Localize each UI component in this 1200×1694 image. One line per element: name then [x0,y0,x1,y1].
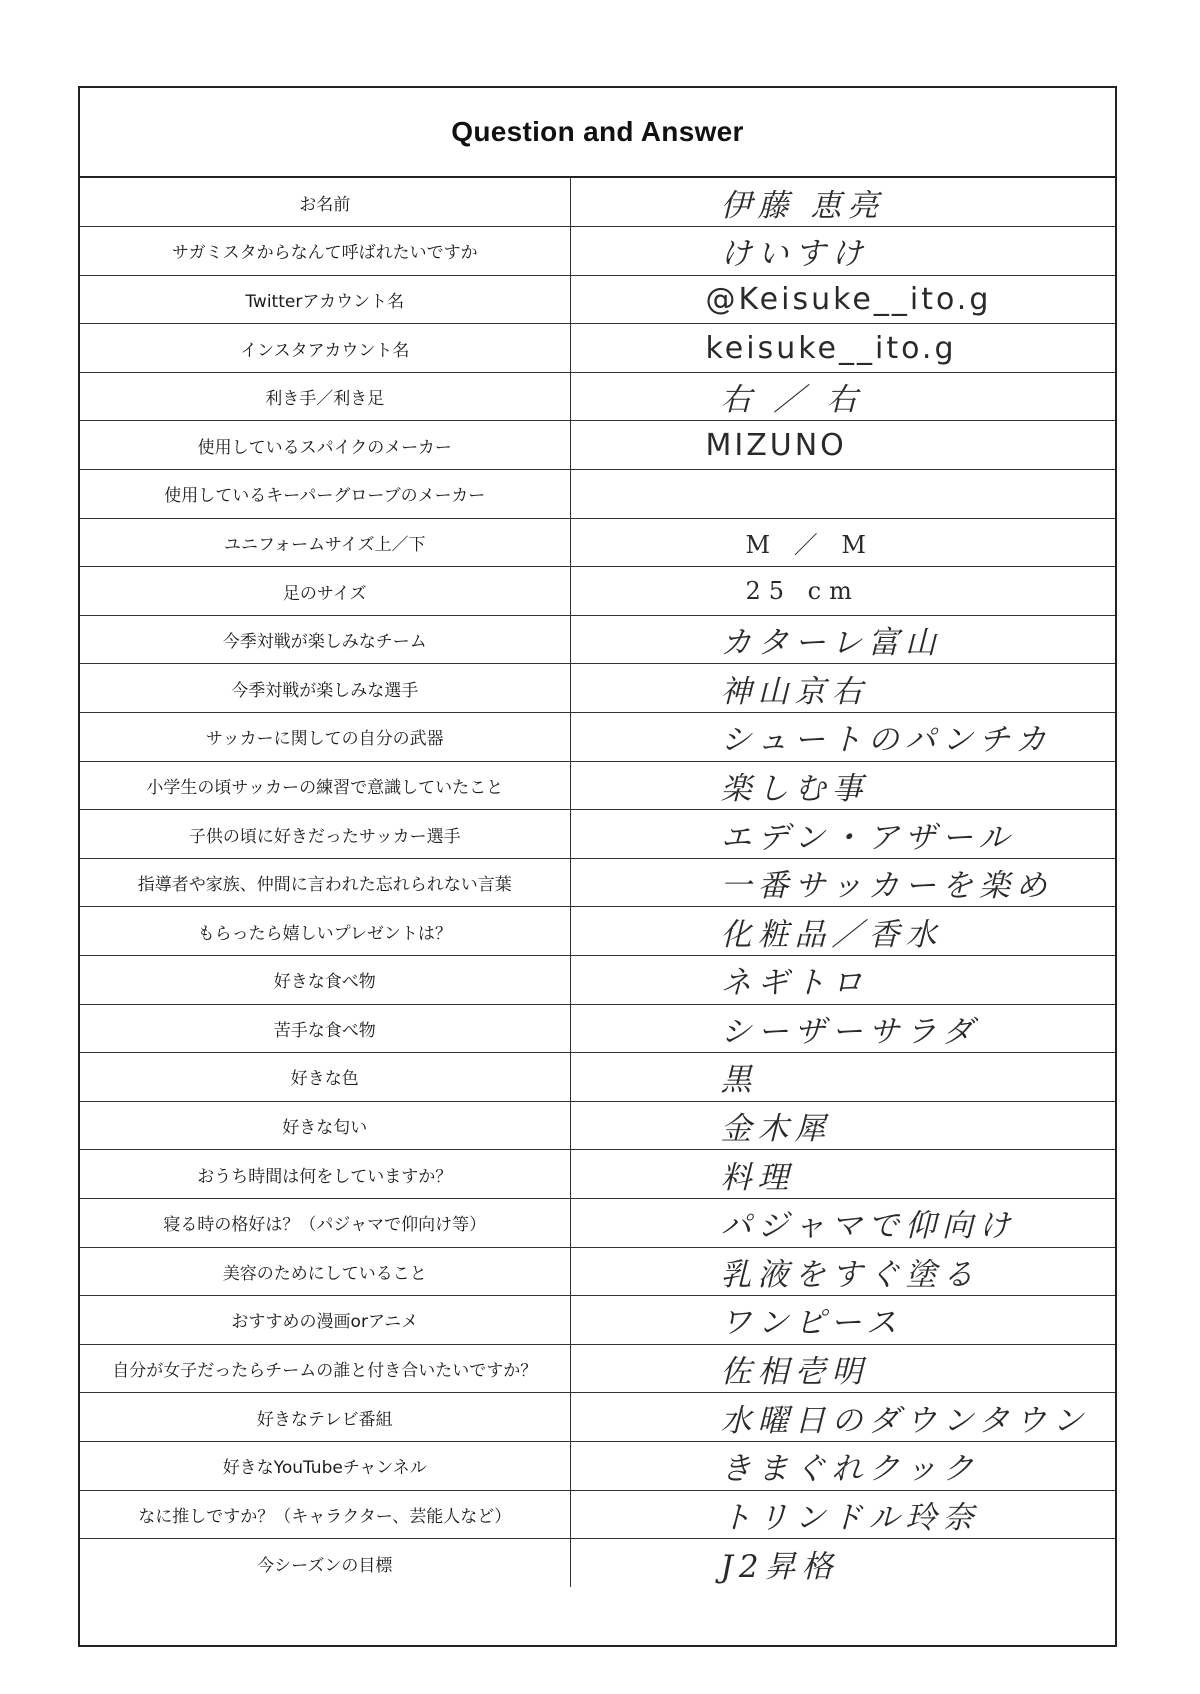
answer-cell: カターレ富山 [570,615,1115,664]
qa-row [80,713,1115,762]
qa-row [80,1004,1115,1053]
answer-cell: トリンドル玲奈 [570,1490,1115,1539]
answer-cell: ワンピース [570,1296,1115,1345]
qa-row [80,956,1115,1005]
question-cell: お名前 [80,178,570,227]
qa-row [80,1441,1115,1490]
answer-cell: 乳液をすぐ塗る [570,1247,1115,1296]
question-cell: 苦手な食べ物 [80,1004,570,1053]
qa-row [80,1101,1115,1150]
answer-cell: 黒 [570,1053,1115,1102]
question-cell: 子供の頃に好きだったサッカー選手 [80,810,570,859]
question-cell: 指導者や家族、仲間に言われた忘れられない言葉 [80,858,570,907]
qa-row [80,1344,1115,1393]
question-cell: なに推しですか？（キャラクター、芸能人など） [80,1490,570,1539]
answer-cell: 伊藤 恵亮 [570,178,1115,227]
answer-cell: 神山京右 [570,664,1115,713]
qa-row [80,1393,1115,1442]
answer-cell [570,470,1115,519]
answer-cell: keisuke__ito.g [570,324,1115,373]
qa-row [80,227,1115,276]
answer-cell: シーザーサラダ [570,1004,1115,1053]
answer-cell: 右 ／ 右 [570,372,1115,421]
answer-cell: 金木犀 [570,1101,1115,1150]
qa-row [80,324,1115,373]
qa-row [80,1490,1115,1539]
qa-row [80,372,1115,421]
question-cell: 好きなテレビ番組 [80,1393,570,1442]
question-cell: 好きな匂い [80,1101,570,1150]
answer-cell: 佐相壱明 [570,1344,1115,1393]
qa-row [80,1198,1115,1247]
question-cell: おすすめの漫画orアニメ [80,1296,570,1345]
qa-row [80,421,1115,470]
answer-cell: パジャマで仰向け [570,1198,1115,1247]
answer-cell: エデン・アザール [570,810,1115,859]
question-cell: 好きなYouTubeチャンネル [80,1441,570,1490]
qa-row [80,810,1115,859]
qa-row [80,1539,1115,1588]
answer-cell: 水曜日のダウンタウン [570,1393,1115,1442]
answer-cell: @Keisuke__ito.g [570,275,1115,324]
question-cell: 今季対戦が楽しみな選手 [80,664,570,713]
qa-row [80,275,1115,324]
qa-row [80,761,1115,810]
qa-sheet [78,86,1117,1647]
question-cell: 今季対戦が楽しみなチーム [80,615,570,664]
qa-row [80,1150,1115,1199]
answer-cell: 25 cm [570,567,1115,616]
sheet-title: Question and Answer [80,88,1115,178]
answer-cell: 料理 [570,1150,1115,1199]
answer-cell: MIZUNO [570,421,1115,470]
question-cell: 寝る時の格好は？（パジャマで仰向け等） [80,1198,570,1247]
question-cell: 小学生の頃サッカーの練習で意識していたこと [80,761,570,810]
qa-row [80,858,1115,907]
question-cell: 使用しているスパイクのメーカー [80,421,570,470]
question-cell: 利き手／利き足 [80,372,570,421]
question-cell: 自分が女子だったらチームの誰と付き合いたいですか？ [80,1344,570,1393]
question-cell: サガミスタからなんて呼ばれたいですか [80,227,570,276]
answer-cell: J2昇格 [720,1548,839,1585]
question-cell: 好きな色 [80,1053,570,1102]
question-cell: サッカーに関しての自分の武器 [80,713,570,762]
answer-cell: 化粧品／香水 [570,907,1115,956]
qa-row [80,664,1115,713]
qa-row [80,567,1115,616]
answer-cell: きまぐれクック [570,1441,1115,1490]
question-cell: 使用しているキーパーグローブのメーカー [80,470,570,519]
question-cell: 美容のためにしていること [80,1247,570,1296]
answer-cell: けいすけ [570,227,1115,276]
qa-row [80,518,1115,567]
qa-row [80,178,1115,227]
qa-row [80,1247,1115,1296]
question-cell: Twitterアカウント名 [80,275,570,324]
qa-row [80,907,1115,956]
question-cell: 足のサイズ [80,567,570,616]
answer-cell: 楽しむ事 [570,761,1115,810]
qa-table-body [80,178,1115,1587]
answer-cell: シュートのパンチカ [570,713,1115,762]
answer-cell: 一番サッカーを楽め [570,858,1115,907]
qa-table [80,178,1115,1587]
qa-row [80,470,1115,519]
answer-cell: ネギトロ [570,956,1115,1005]
answer-cell: M ／ M [570,518,1115,567]
question-cell: 好きな食べ物 [80,956,570,1005]
qa-row [80,615,1115,664]
qa-row [80,1296,1115,1345]
question-cell: もらったら嬉しいプレゼントは？ [80,907,570,956]
question-cell: 今シーズンの目標 [80,1539,570,1588]
question-cell: おうち時間は何をしていますか？ [80,1150,570,1199]
qa-row [80,1053,1115,1102]
question-cell: インスタアカウント名 [80,324,570,373]
question-cell: ユニフォームサイズ上／下 [80,518,570,567]
